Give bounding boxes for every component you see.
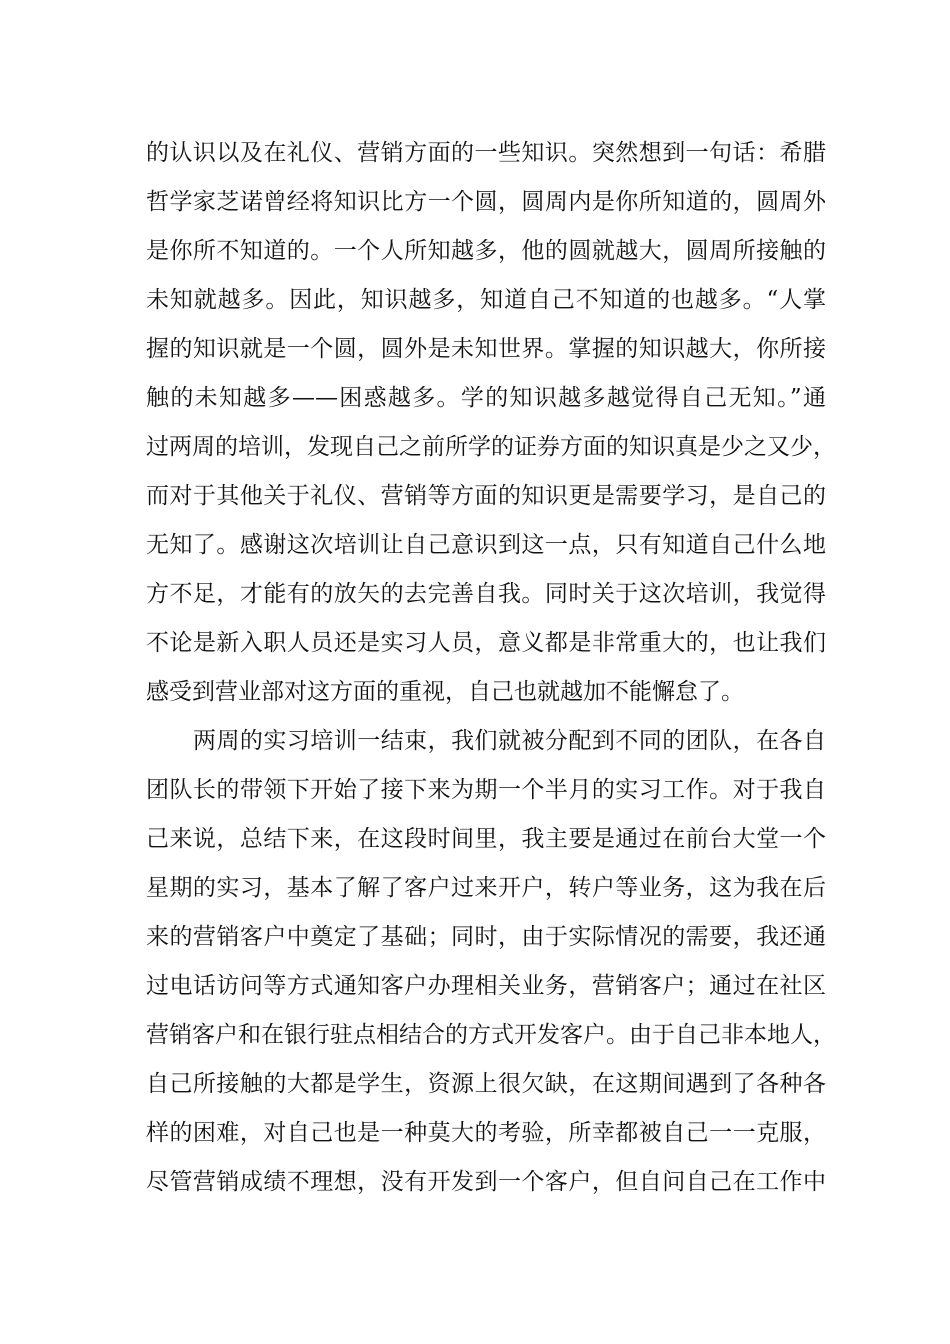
text-line: 握的知识就是一个圆，圆外是未知世界。掌握的知识越大，你所接 bbox=[146, 336, 826, 362]
text-line: 尽管营销成绩不理想，没有开发到一个客户，但自问自己在工作中 bbox=[146, 1169, 826, 1195]
text-line: 不论是新入职人员还是实习人员，意义都是非常重大的，也让我们 bbox=[146, 630, 826, 656]
text-line: 方不足，才能有的放矢的去完善自我。同时关于这次培训，我觉得 bbox=[146, 581, 826, 607]
text-line: 触的未知越多——困惑越多。学的知识越多越觉得自己无知。”通 bbox=[146, 385, 826, 411]
text-line: 团队长的带领下开始了接下来为期一个半月的实习工作。对于我自 bbox=[146, 777, 826, 803]
text-line: 过电话访问等方式通知客户办理相关业务，营销客户；通过在社区 bbox=[146, 973, 826, 999]
text-line: 而对于其他关于礼仪、营销等方面的知识更是需要学习，是自己的 bbox=[146, 483, 826, 509]
text-line: 未知就越多。因此，知识越多，知道自己不知道的也越多。“人掌 bbox=[146, 287, 826, 313]
text-line: 己来说，总结下来，在这段时间里，我主要是通过在前台大堂一个 bbox=[146, 826, 826, 852]
text-line: 的认识以及在礼仪、营销方面的一些知识。突然想到一句话：希腊 bbox=[146, 140, 826, 166]
text-line: 哲学家芝诺曾经将知识比方一个圆，圆周内是你所知道的，圆周外 bbox=[146, 189, 826, 215]
paragraph-end-line: 感受到营业部对这方面的重视，自己也就越加不能懈怠了。 bbox=[146, 679, 744, 705]
paragraph-first-line: 两周的实习培训一结束，我们就被分配到不同的团队，在各自 bbox=[193, 728, 826, 754]
text-line: 无知了。感谢这次培训让自己意识到这一点，只有知道自己什么地 bbox=[146, 532, 826, 558]
text-line: 是你所不知道的。一个人所知越多，他的圆就越大，圆周所接触的 bbox=[146, 238, 826, 264]
text-line: 星期的实习，基本了解了客户过来开户，转户等业务，这为我在后 bbox=[146, 875, 826, 901]
text-line: 过两周的培训，发现自己之前所学的证券方面的知识真是少之又少， bbox=[146, 434, 836, 460]
text-line: 营销客户和在银行驻点相结合的方式开发客户。由于自己非本地人， bbox=[146, 1022, 836, 1048]
text-line: 样的困难，对自己也是一种莫大的考验，所幸都被自己一一克服， bbox=[146, 1120, 826, 1146]
text-line: 来的营销客户中奠定了基础；同时，由于实际情况的需要，我还通 bbox=[146, 924, 826, 950]
text-line: 自己所接触的大都是学生，资源上很欠缺，在这期间遇到了各种各 bbox=[146, 1071, 826, 1097]
